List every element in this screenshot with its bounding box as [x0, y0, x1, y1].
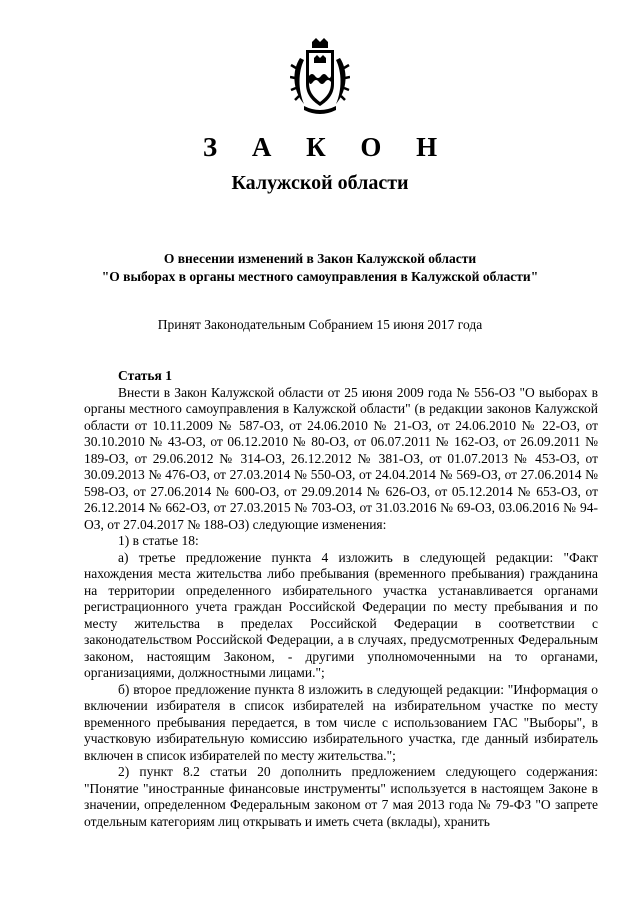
kaluga-coat-of-arms-icon — [290, 38, 350, 116]
article-paragraph: 2) пункт 8.2 статьи 20 дополнить предложением следующего содержания: "Понятие "иностранные финансовые инструменты" используется в настоящем Законе в значении, определенном Федеральным законом от 7 мая 2013 года № 79-ФЗ "О запрете отдельным категориям лиц открывать и иметь счета (вклады), хранить — [84, 764, 598, 829]
law-heading — [0, 250, 640, 286]
document-title: З А К О Н — [202, 132, 452, 162]
article-paragraph: Внести в Закон Калужской области от 25 июня 2009 года № 556-ОЗ "О выборах в органы местного самоуправления в Калужской области" (в редакции законов Калужской области от 10.11.2009 № 587-ОЗ, от 24.06.2010 № 21-ОЗ, от 24.06.2010 № 22-ОЗ, от 30.10.2010 № 43-ОЗ, от 06.12.2010 № 80-ОЗ, от 06.07.2011 № 162-ОЗ, от 26.09.2011 № 189-ОЗ, от 29.06.2012 № 314-ОЗ, 26.12.2012 № 381-ОЗ, от 01.07.2013 № 453-ОЗ, от 30.09.2013 № 476-ОЗ, от 27.03.2014 № 550-ОЗ, от 24.04.2014 № 569-ОЗ, от 27.06.2014 № 598-ОЗ, от 27.06.2014 № 600-ОЗ, от 29.09.2014 № 626-ОЗ, от 05.12.2014 № 653-ОЗ, от 26.12.2014 № 662-ОЗ, от 27.03.2015 № 703-ОЗ, от 31.03.2016 № 69-ОЗ, 03.06.2016 № 94-ОЗ, от 27.04.2017 № 188-ОЗ) следующие изменения: — [84, 384, 598, 532]
article-paragraph: 1) в статье 18: — [118, 533, 199, 548]
article-heading: Статья 1 — [118, 368, 172, 383]
law-heading-line-1: О внесении изменений в Закон Калужской области — [163, 251, 477, 266]
article-paragraph: а) третье предложение пункта 4 изложить в следующей редакции: "Факт нахождения места жительства либо пребывания (временного пребывания) гражданина на территории определенного избирательного участка устанавливается органами регистрационного учета граждан Российской Федерации по месту пребывания и по месту жительства в пределах Российской Федерации в соответствии с законодательством Российской Федерации, а в случаях, предусмотренных Федеральным законом, настоящим Законом, - другими уполномоченными на то органами, организациями, должностными лицами."; — [84, 549, 598, 680]
adoption-date: Принят Законодательным Собранием 15 июня 2017 года — [157, 317, 483, 332]
article-paragraph: б) второе предложение пункта 8 изложить в следующей редакции: "Информация о включении избирателя в список избирателей на избирательном участке по месту временного пребывания передается, в том числе с использованием ГАС "Выборы", в участковую избирательную комиссию избирательного участка, где данный избиратель включен в список избирателей по месту жительства."; — [84, 681, 598, 763]
document-body — [84, 368, 598, 830]
law-heading-line-2: "О выборах в органы местного самоуправления в Калужской области" — [101, 269, 539, 284]
region-name: Калужской области — [231, 172, 409, 194]
